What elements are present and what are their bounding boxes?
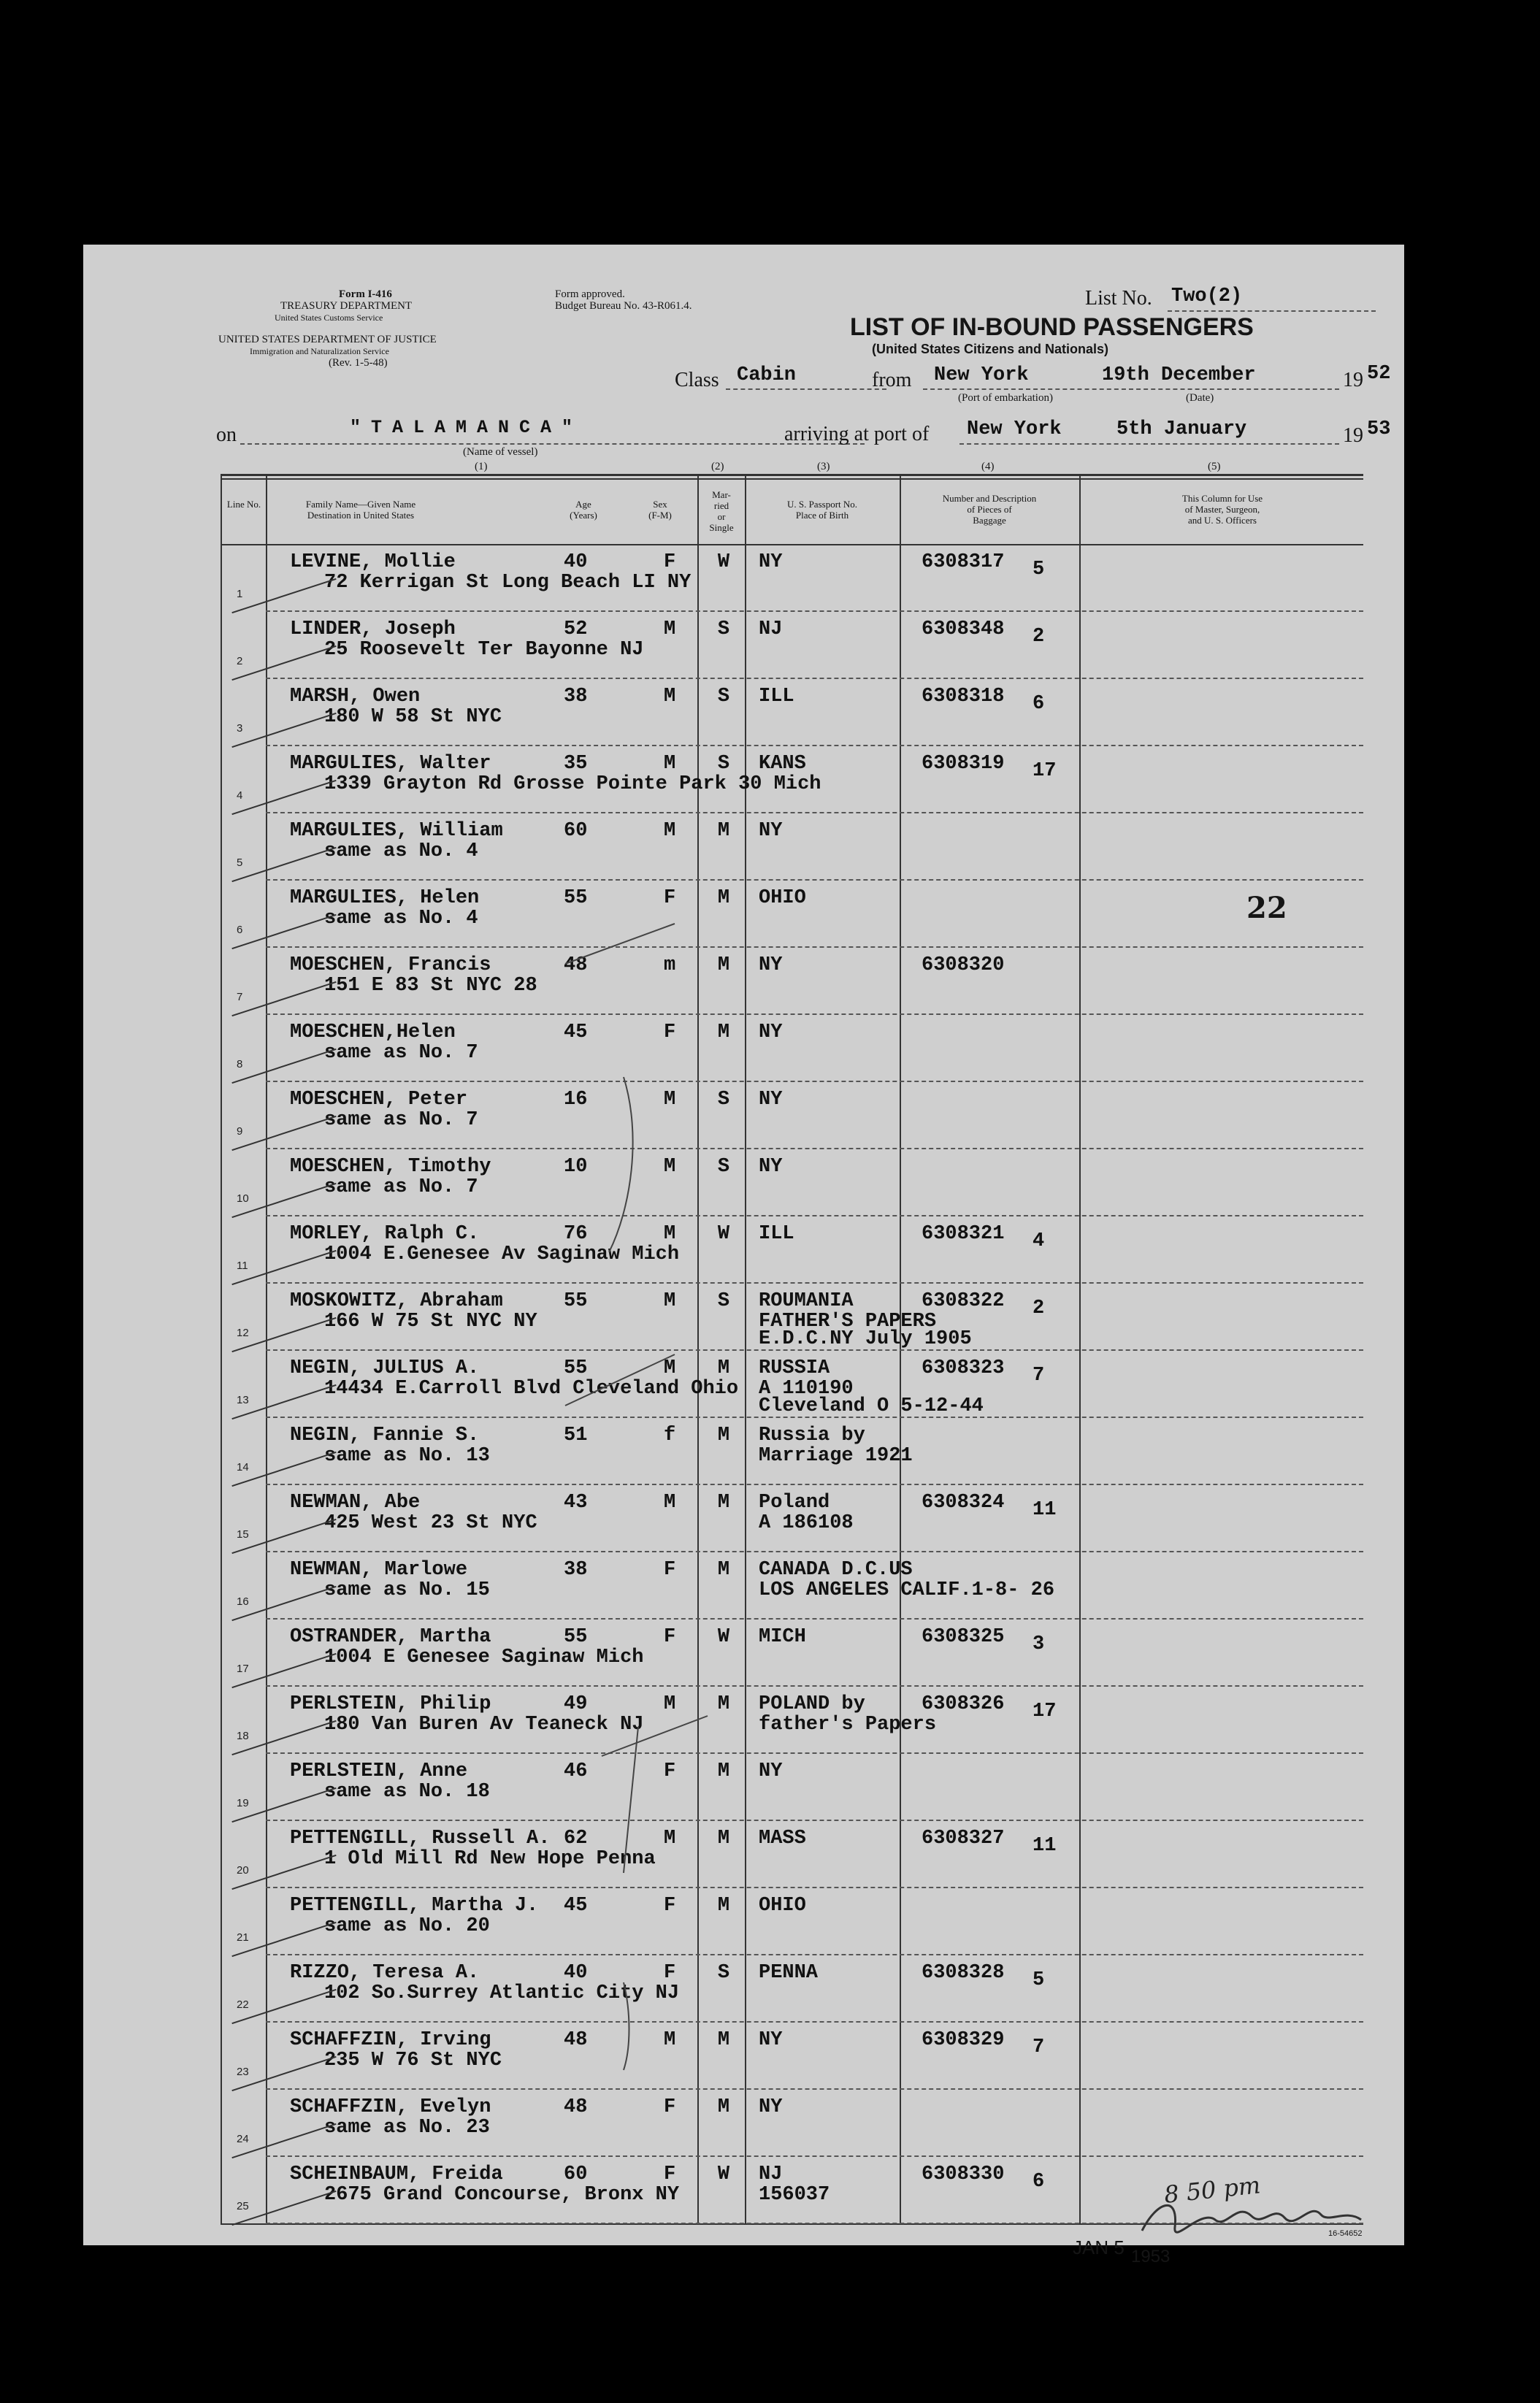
list-no-value: Two(2) — [1171, 285, 1243, 307]
treasury-dept: TREASURY DEPARTMENT — [280, 300, 413, 312]
baggage-pieces: 11 — [1033, 1835, 1057, 1857]
place-of-birth: NY — [759, 1156, 783, 1178]
passenger-name: MOESCHEN, Francis — [290, 954, 491, 976]
marital-status: W — [717, 1223, 730, 1245]
marital-status: M — [717, 1693, 730, 1715]
destination: 25 Roosevelt Ter Bayonne NJ — [324, 639, 644, 661]
destination: 166 W 75 St NYC NY — [324, 1311, 537, 1333]
baggage-number: 6308330 — [922, 2164, 1005, 2185]
destination: 72 Kerrigan St Long Beach LI NY — [324, 572, 692, 594]
line-tick-stroke — [231, 981, 336, 1016]
year1-suffix: 52 — [1367, 363, 1391, 385]
line-tick-stroke — [231, 1116, 336, 1151]
form-approved: Form approved. — [555, 288, 625, 300]
place-of-birth: NY — [759, 1760, 783, 1782]
place-of-birth: POLAND by — [759, 1693, 865, 1715]
marital-status: S — [717, 686, 730, 708]
ins-service: Immigration and Naturalization Service — [250, 346, 389, 356]
embark-date: 19th December — [1102, 364, 1256, 386]
birth-detail: A 186108 — [759, 1512, 854, 1534]
age: 55 — [564, 887, 588, 909]
age: 43 — [564, 1492, 588, 1514]
embark-port: New York — [934, 364, 1029, 386]
stamp-year: 1953 — [1131, 2247, 1171, 2266]
place-of-birth: PENNA — [759, 1962, 819, 1984]
age: 35 — [564, 753, 588, 775]
baggage-pieces: 2 — [1033, 1298, 1045, 1319]
vessel-label: (Name of vessel) — [463, 446, 538, 458]
table-row — [83, 1552, 1404, 1619]
list-no-label: List No. — [1085, 287, 1152, 310]
table-row — [83, 1417, 1404, 1484]
table-row — [83, 1350, 1404, 1417]
baggage-pieces: 7 — [1033, 1365, 1045, 1387]
sex: f — [664, 1425, 676, 1446]
marital-status: M — [717, 2029, 730, 2051]
marital-status: M — [717, 1492, 730, 1514]
destination: 235 W 76 St NYC — [324, 2050, 502, 2072]
table-row — [83, 1887, 1404, 1955]
col-number-3: (3) — [817, 461, 830, 472]
sex: M — [664, 820, 676, 842]
age: 46 — [564, 1760, 588, 1782]
destination: same as No. 23 — [324, 2117, 490, 2139]
birth-detail: A 110190 — [759, 1378, 854, 1400]
sex: M — [664, 1290, 676, 1312]
table-row — [83, 746, 1404, 813]
destination: 14434 E.Carroll Blvd Cleveland Ohio — [324, 1378, 739, 1400]
baggage-pieces: 5 — [1033, 559, 1045, 580]
age: 60 — [564, 2164, 588, 2185]
destination: same as No. 7 — [324, 1109, 478, 1131]
line-number: 2 — [237, 655, 243, 667]
marital-status: S — [717, 1290, 730, 1312]
place-of-birth: ILL — [759, 686, 794, 708]
line-tick-stroke — [231, 914, 336, 949]
sex: M — [664, 1089, 676, 1111]
baggage-pieces: 6 — [1033, 693, 1045, 715]
stamp-date: JAN 5 — [1073, 2237, 1125, 2258]
table-row — [83, 1081, 1404, 1149]
age: 40 — [564, 551, 588, 573]
marital-status: S — [717, 753, 730, 775]
marital-status: S — [717, 1156, 730, 1178]
marital-status: W — [717, 2164, 730, 2185]
col-header-line: Line No. — [226, 499, 261, 510]
place-of-birth: KANS — [759, 753, 806, 775]
table-row — [83, 678, 1404, 746]
destination: same as No. 15 — [324, 1579, 490, 1601]
age: 76 — [564, 1223, 588, 1245]
line-number: 1 — [237, 588, 243, 600]
destination: 425 West 23 St NYC — [324, 1512, 537, 1534]
line-number: 8 — [237, 1058, 243, 1070]
marital-status: M — [717, 1357, 730, 1379]
marital-status: W — [717, 551, 730, 573]
place-of-birth: Russia by — [759, 1425, 865, 1446]
passenger-name: MOESCHEN,Helen — [290, 1022, 456, 1043]
line-tick-stroke — [231, 645, 336, 681]
destination: same as No. 13 — [324, 1445, 490, 1467]
table-row — [83, 813, 1404, 880]
line-number: 18 — [237, 1730, 249, 1742]
sex: F — [664, 1895, 676, 1917]
birth-detail-extra: E.D.C.NY July 1905 — [759, 1328, 972, 1350]
destination: 151 E 83 St NYC 28 — [324, 975, 537, 997]
line-number: 11 — [237, 1260, 248, 1272]
sex: M — [664, 686, 676, 708]
table-row — [83, 1820, 1404, 1887]
sex: M — [664, 1357, 676, 1379]
passenger-name: NEWMAN, Marlowe — [290, 1559, 468, 1581]
marital-status: M — [717, 2096, 730, 2118]
year2-suffix: 53 — [1367, 418, 1391, 440]
age: 62 — [564, 1828, 588, 1850]
line-number: 21 — [237, 1931, 249, 1944]
birth-detail: FATHER'S PAPERS — [759, 1311, 937, 1333]
passenger-name: PETTENGILL, Martha J. — [290, 1895, 539, 1917]
place-of-birth: NY — [759, 1089, 783, 1111]
col-number-1: (1) — [475, 461, 488, 472]
baggage-number: 6308328 — [922, 1962, 1005, 1984]
baggage-pieces: 4 — [1033, 1230, 1045, 1252]
table-row — [83, 544, 1404, 611]
destination: 1004 E.Genesee Av Saginaw Mich — [324, 1243, 680, 1265]
passenger-name: PERLSTEIN, Philip — [290, 1693, 491, 1715]
place-of-birth: NY — [759, 2029, 783, 2051]
baggage-number: 6308317 — [922, 551, 1005, 573]
year2-prefix: 19 — [1343, 424, 1363, 447]
passenger-name: LEVINE, Mollie — [290, 551, 456, 573]
line-number: 9 — [237, 1125, 243, 1138]
marital-status: M — [717, 954, 730, 976]
arriving-label: arriving at port of — [784, 423, 930, 445]
officer-total: 22 — [1246, 891, 1287, 925]
passenger-name: NEGIN, Fannie S. — [290, 1425, 480, 1446]
baggage-number: 6308319 — [922, 753, 1005, 775]
table-row — [83, 1686, 1404, 1753]
sex: F — [664, 2096, 676, 2118]
age: 55 — [564, 1626, 588, 1648]
age: 10 — [564, 1156, 588, 1178]
customs-service: United States Customs Service — [275, 313, 383, 323]
line-number: 16 — [237, 1595, 249, 1608]
place-of-birth: NY — [759, 551, 783, 573]
place-of-birth: OHIO — [759, 1895, 806, 1917]
age: 49 — [564, 1693, 588, 1715]
sex: M — [664, 2029, 676, 2051]
passenger-name: MORLEY, Ralph C. — [290, 1223, 480, 1245]
table-row — [83, 1149, 1404, 1216]
marital-status: M — [717, 1425, 730, 1446]
sex: F — [664, 551, 676, 573]
passenger-name: MOSKOWITZ, Abraham — [290, 1290, 503, 1312]
baggage-pieces: 3 — [1033, 1633, 1045, 1655]
page-title: LIST OF IN-BOUND PASSENGERS — [850, 313, 1254, 341]
passenger-name: SCHAFFZIN, Evelyn — [290, 2096, 491, 2118]
sex: m — [664, 954, 676, 976]
line-number: 13 — [237, 1394, 249, 1406]
port-embark-label: (Port of embarkation) — [958, 392, 1053, 404]
baggage-number: 6308321 — [922, 1223, 1005, 1245]
destination: same as No. 20 — [324, 1915, 490, 1937]
col-header-baggage: Number and Description of Pieces of Baggage — [942, 493, 1037, 526]
birth-detail: Marriage 1921 — [759, 1445, 913, 1467]
line-number: 24 — [237, 2133, 249, 2145]
marital-status: M — [717, 1828, 730, 1850]
marital-status: M — [717, 1022, 730, 1043]
table-row — [83, 1283, 1404, 1350]
class-label: Class — [675, 369, 719, 391]
birth-detail-extra: Cleveland O 5-12-44 — [759, 1395, 984, 1417]
sex: M — [664, 1156, 676, 1178]
age: 45 — [564, 1022, 588, 1043]
line-tick-stroke — [231, 847, 336, 882]
baggage-number: 6308329 — [922, 2029, 1005, 2051]
passenger-name: RIZZO, Teresa A. — [290, 1962, 480, 1984]
passenger-name: PETTENGILL, Russell A. — [290, 1828, 551, 1850]
form-revision: (Rev. 1-5-48) — [329, 357, 388, 369]
destination: 1004 E Genesee Saginaw Mich — [324, 1647, 644, 1668]
baggage-pieces: 2 — [1033, 626, 1045, 648]
passenger-name: NEWMAN, Abe — [290, 1492, 421, 1514]
passenger-name: MOESCHEN, Peter — [290, 1089, 468, 1111]
baggage-pieces: 17 — [1033, 1701, 1057, 1722]
line-number: 17 — [237, 1663, 249, 1675]
marital-status: W — [717, 1626, 730, 1648]
baggage-number: 6308327 — [922, 1828, 1005, 1850]
birth-detail: LOS ANGELES CALIF.1-8- 26 — [759, 1579, 1055, 1601]
passenger-name: PERLSTEIN, Anne — [290, 1760, 468, 1782]
col-header-name: Family Name—Given Name Destination in United States — [305, 499, 416, 521]
place-of-birth: NY — [759, 1022, 783, 1043]
baggage-pieces: 6 — [1033, 2171, 1045, 2193]
table-row — [83, 1216, 1404, 1283]
birth-detail: 156037 — [759, 2184, 830, 2206]
table-row — [83, 2022, 1404, 2089]
marital-status: M — [717, 1760, 730, 1782]
col-number-5: (5) — [1208, 461, 1221, 472]
date-label: (Date) — [1186, 392, 1214, 404]
sex: F — [664, 1962, 676, 1984]
sex: M — [664, 1828, 676, 1850]
age: 52 — [564, 618, 588, 640]
table-row — [83, 1753, 1404, 1820]
line-tick-stroke — [231, 713, 336, 748]
age: 45 — [564, 1895, 588, 1917]
col-header-age: Age (Years) — [570, 499, 597, 521]
line-number: 3 — [237, 722, 243, 735]
passenger-name: MARSH, Owen — [290, 686, 421, 708]
marital-status: M — [717, 820, 730, 842]
age: 38 — [564, 1559, 588, 1581]
table-row — [83, 1014, 1404, 1081]
age: 60 — [564, 820, 588, 842]
destination: same as No. 18 — [324, 1781, 490, 1803]
col-number-2: (2) — [711, 461, 724, 472]
place-of-birth: NJ — [759, 2164, 783, 2185]
age: 48 — [564, 2096, 588, 2118]
destination: same as No. 4 — [324, 840, 478, 862]
line-number: 4 — [237, 789, 243, 802]
baggage-number: 6308322 — [922, 1290, 1005, 1312]
baggage-number: 6308326 — [922, 1693, 1005, 1715]
age: 55 — [564, 1357, 588, 1379]
line-number: 7 — [237, 991, 243, 1003]
sex: M — [664, 753, 676, 775]
page-subtitle: (United States Citizens and Nationals) — [872, 342, 1109, 356]
line-number: 22 — [237, 1998, 249, 2011]
time-note: 8 50 pm — [1162, 2171, 1262, 2209]
passenger-name: SCHEINBAUM, Freida — [290, 2164, 503, 2185]
sex: M — [664, 1492, 676, 1514]
place-of-birth: MASS — [759, 1828, 806, 1850]
baggage-pieces: 17 — [1033, 760, 1057, 782]
line-number: 10 — [237, 1192, 249, 1205]
marital-status: M — [717, 1559, 730, 1581]
line-number: 12 — [237, 1327, 249, 1339]
age: 48 — [564, 2029, 588, 2051]
baggage-number: 6308318 — [922, 686, 1005, 708]
manifest-page — [83, 245, 1404, 2266]
class-value: Cabin — [737, 364, 797, 386]
sex: F — [664, 1760, 676, 1782]
destination: 2675 Grand Concourse, Bronx NY — [324, 2184, 680, 2206]
destination: 180 W 58 St NYC — [324, 706, 502, 728]
destination: 180 Van Buren Av Teaneck NJ — [324, 1714, 644, 1736]
budget-bureau: Budget Bureau No. 43-R061.4. — [555, 300, 692, 312]
age: 55 — [564, 1290, 588, 1312]
table-row — [83, 880, 1404, 947]
passenger-name: MARGULIES, Helen — [290, 887, 480, 909]
place-of-birth: NY — [759, 954, 783, 976]
form-footer: 16-54652 — [1328, 2229, 1363, 2238]
place-of-birth: RUSSIA — [759, 1357, 830, 1379]
year1-prefix: 19 — [1343, 369, 1363, 391]
line-number: 25 — [237, 2200, 249, 2212]
from-label: from — [872, 369, 912, 391]
marital-status: M — [717, 887, 730, 909]
baggage-pieces: 11 — [1033, 1499, 1057, 1521]
destination: same as No. 7 — [324, 1042, 478, 1064]
place-of-birth: NY — [759, 2096, 783, 2118]
line-tick-stroke — [231, 578, 336, 613]
baggage-number: 6308325 — [922, 1626, 1005, 1648]
sex: F — [664, 1626, 676, 1648]
sex: M — [664, 1223, 676, 1245]
line-number: 6 — [237, 924, 243, 936]
marital-status: S — [717, 1962, 730, 1984]
destination: 102 So.Surrey Atlantic City NJ — [324, 1982, 680, 2004]
destination: same as No. 7 — [324, 1176, 478, 1198]
place-of-birth: ROUMANIA — [759, 1290, 854, 1312]
place-of-birth: ILL — [759, 1223, 794, 1245]
col-header-passport: U. S. Passport No. Place of Birth — [786, 499, 858, 521]
line-number: 15 — [237, 1528, 249, 1541]
line-number: 23 — [237, 2066, 249, 2078]
age: 48 — [564, 954, 588, 976]
age: 38 — [564, 686, 588, 708]
line-number: 19 — [237, 1797, 249, 1809]
passenger-name: MARGULIES, William — [290, 820, 503, 842]
place-of-birth: NJ — [759, 618, 783, 640]
place-of-birth: OHIO — [759, 887, 806, 909]
destination: same as No. 4 — [324, 908, 478, 930]
place-of-birth: NY — [759, 820, 783, 842]
sex: F — [664, 887, 676, 909]
col-number-4: (4) — [981, 461, 995, 472]
passenger-name: MARGULIES, Walter — [290, 753, 491, 775]
line-tick-stroke — [231, 780, 336, 815]
vessel-name: "TALAMANCA" — [350, 417, 583, 438]
line-number: 20 — [237, 1864, 249, 1877]
line-tick-stroke — [231, 1049, 336, 1084]
passenger-name: OSTRANDER, Martha — [290, 1626, 491, 1648]
col-header-married: Mar- ried or Single — [709, 489, 734, 533]
place-of-birth: CANADA D.C.US — [759, 1559, 913, 1581]
sex: F — [664, 2164, 676, 2185]
line-number: 14 — [237, 1461, 249, 1473]
on-label: on — [216, 424, 237, 446]
destination: 1 Old Mill Rd New Hope Penna — [324, 1848, 656, 1870]
baggage-pieces: 7 — [1033, 2036, 1045, 2058]
baggage-pieces: 5 — [1033, 1969, 1045, 1991]
destination: 1339 Grayton Rd Grosse Pointe Park 30 Mich — [324, 773, 821, 795]
age: 16 — [564, 1089, 588, 1111]
age: 51 — [564, 1425, 588, 1446]
place-of-birth: MICH — [759, 1626, 806, 1648]
baggage-number: 6308320 — [922, 954, 1005, 976]
justice-dept: UNITED STATES DEPARTMENT OF JUSTICE — [218, 334, 437, 345]
passenger-name: NEGIN, JULIUS A. — [290, 1357, 480, 1379]
age: 40 — [564, 1962, 588, 1984]
baggage-number: 6308324 — [922, 1492, 1005, 1514]
table-row — [83, 947, 1404, 1014]
table-row — [83, 1955, 1404, 2022]
birth-detail: father's Papers — [759, 1714, 937, 1736]
baggage-number: 6308348 — [922, 618, 1005, 640]
passenger-name: SCHAFFZIN, Irving — [290, 2029, 491, 2051]
arrival-port: New York — [967, 418, 1062, 440]
sex: M — [664, 618, 676, 640]
marital-status: S — [717, 1089, 730, 1111]
table-row — [83, 2089, 1404, 2156]
table-row — [83, 1619, 1404, 1686]
col-header-sex: Sex (F-M) — [648, 499, 672, 521]
table-row — [83, 611, 1404, 678]
line-number: 5 — [237, 856, 243, 869]
form-id: Form I-416 — [339, 288, 392, 300]
place-of-birth: Poland — [759, 1492, 830, 1514]
arrival-date: 5th January — [1116, 418, 1247, 440]
baggage-number: 6308323 — [922, 1357, 1005, 1379]
table-row — [83, 1484, 1404, 1552]
col-header-officers: This Column for Use of Master, Surgeon, and U. S. Officers — [1181, 493, 1263, 526]
passenger-name: LINDER, Joseph — [290, 618, 456, 640]
passenger-name: MOESCHEN, Timothy — [290, 1156, 491, 1178]
sex: M — [664, 1693, 676, 1715]
sex: F — [664, 1022, 676, 1043]
sex: F — [664, 1559, 676, 1581]
marital-status: M — [717, 1895, 730, 1917]
marital-status: S — [717, 618, 730, 640]
